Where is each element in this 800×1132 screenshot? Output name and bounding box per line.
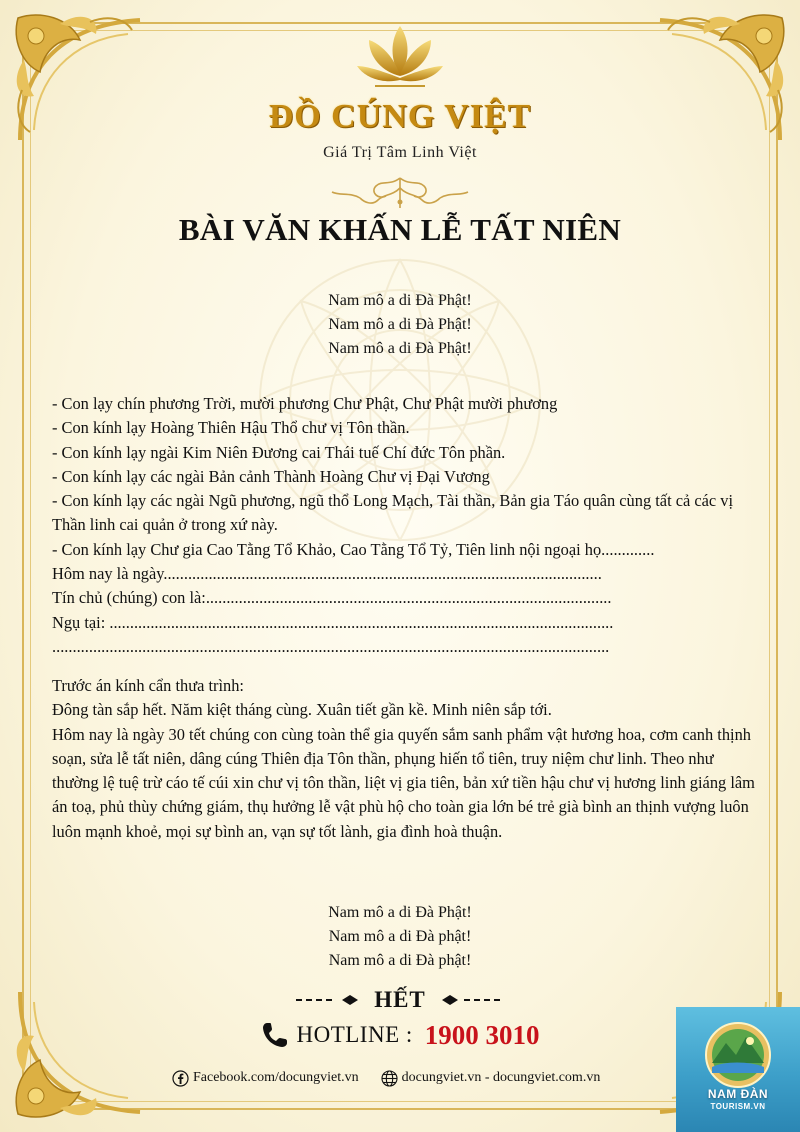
prayer-line: Nam mô a di Đà Phật! [328,316,472,333]
badge-title: NAM ĐÀN [707,1087,769,1101]
invocation-line: - Con kính lạy ngài Kim Niên Đương cai Thái tuế Chí đức Tôn phần. [52,442,506,462]
body-paragraph: Đông tàn sắp hết. Năm kiệt tháng cùng. Xuân tiết gần kề. Minh niên sắp tới. [52,700,552,720]
website-link[interactable] [381,1070,601,1087]
phone-icon [260,1020,290,1050]
hotline-number[interactable]: 1900 3010 [424,1019,540,1050]
badge-subtitle: TOURISM.VN [710,1102,766,1111]
invocation-line: - Con kính lạy Hoàng Thiên Hậu Thổ chư vị Tôn thần. [52,418,410,438]
contact-footer [172,1066,600,1090]
prayer-line: Nam mô a di Đà Phật! [328,904,472,921]
scroll-ornament-icon [320,172,480,212]
blank-fill-line: ........................................................................................................................................ [52,636,610,656]
body-paragraph: Trước án kính cẩn thưa trình: [52,676,244,695]
document-title: BÀI VĂN KHẤN LỄ TẤT NIÊN [178,212,622,247]
website-urls: docungviet.vn - docungviet.com.vn [401,1070,601,1085]
end-mark: HẾT [374,987,426,1012]
divider-ornament-icon [296,992,360,1008]
nam-dan-tourism-badge [676,1007,800,1132]
prayer-line: Nam mô a di Đà phật! [328,928,472,945]
brand-name: ĐỒ CÚNG VIỆT [268,98,532,135]
invocation-line: - Con kính lạy các ngài Bản cảnh Thành Hoàng Chư vị Đại Vương [52,466,490,486]
body-paragraph: Hôm nay là ngày 30 tết chúng con cùng toàn thể gia quyến sắm sanh phẩm vật hương hoa, cơm canh thịnh soạn, sửa lễ tất niên, dâng cúng Thiên địa Tôn thần, phụng hiến tổ tiên, truy niệm chư linh. Theo như thường lệ tuệ trừ cáo tế cúi xin chư vị tôn thần, liệt vị gia tiên, bản xứ tiền hậu chư vị hương linh giáng lâm án toạ, phủ thùy chứng giám, thụ hưởng lễ vật phù hộ cho toàn gia lớn bé trẻ già bình an thịnh vượng luôn luôn mạnh khoẻ, mọi sự bình an, vạn sự tốt lành, gia đình hoà thuận. [52,724,755,841]
closing-prayer [0,901,800,973]
facebook-url: Facebook.com/docungviet.vn [193,1070,359,1085]
address-fill-line: Ngụ tại: ........................................................................................................................... [52,612,614,632]
prayer-line: Nam mô a di Đà Phật! [328,292,472,309]
prayer-line: Nam mô a di Đà Phật! [328,340,472,357]
name-fill-line: Tín chủ (chúng) con là:................................................................................................... [52,588,612,608]
invocation-line: - Con kính lạy Chư gia Cao Tằng Tổ Khảo, Cao Tằng Tổ Tỷ, Tiên linh nội ngoại họ............. [52,539,655,559]
lotus-logo-icon [355,22,445,92]
prayer-line: Nam mô a di Đà phật! [328,952,472,969]
facebook-icon [172,1070,189,1087]
landscape-emblem-icon [676,1007,800,1132]
invocation-list [52,392,762,659]
divider-ornament-icon [440,992,504,1008]
prayer-body [52,674,762,844]
hotline-label: HOTLINE : [296,1022,413,1047]
invocation-line: - Con lạy chín phương Trời, mười phương Chư Phật, Chư Phật mười phương [52,394,558,413]
facebook-link[interactable] [172,1070,359,1087]
date-fill-line: Hôm nay là ngày........................................................................................................... [52,564,602,584]
brand-tagline: Giá Trị Tâm Linh Việt [323,144,477,161]
opening-prayer [0,289,800,361]
globe-icon [381,1070,398,1087]
invocation-line: - Con kính lạy các ngài Ngũ phương, ngũ thổ Long Mạch, Tài thần, Bản gia Táo quân cùng tất cả các vị Thần linh cai quản ở trong xứ này. [52,491,734,535]
